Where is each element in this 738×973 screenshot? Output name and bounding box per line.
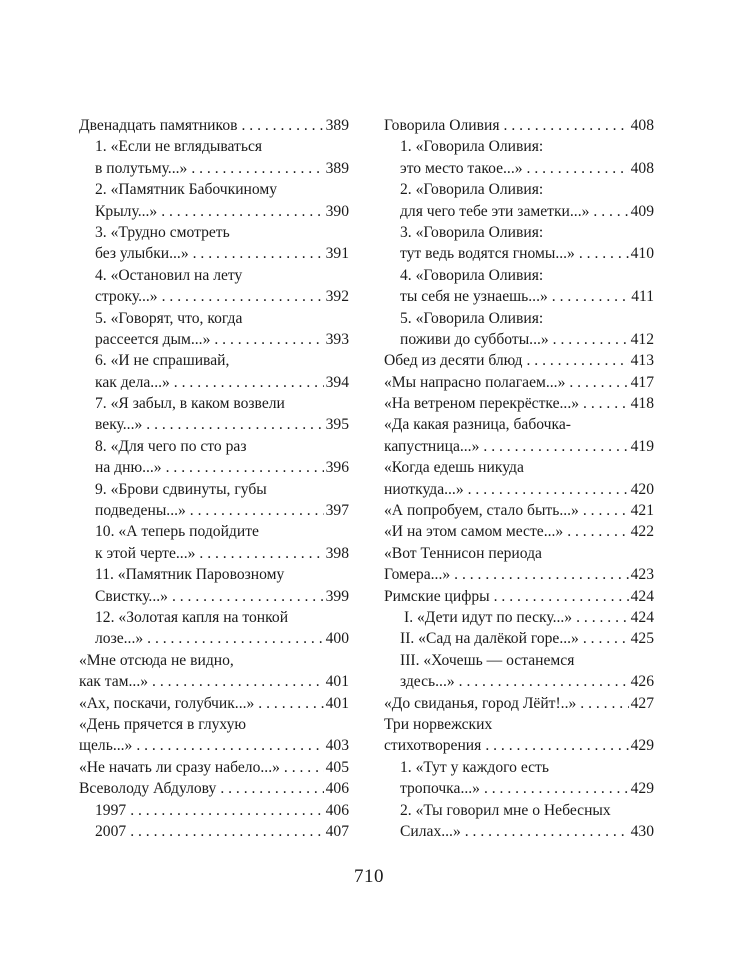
toc-entry-title: 3. «Говорила Оливия: xyxy=(400,223,544,241)
toc-entry-title: «До свиданья, город Лёйт!..» xyxy=(384,694,577,712)
toc-entry-page: 425 xyxy=(630,630,654,648)
toc-entry-title: рассеется дым...» xyxy=(95,330,211,348)
toc-entry xyxy=(384,201,654,222)
toc-column-left xyxy=(79,115,349,842)
toc-entry xyxy=(384,543,654,564)
toc-entry xyxy=(384,393,654,414)
toc-entry-title: на дню...» xyxy=(95,459,162,477)
toc-entry-title: без улыбки...» xyxy=(95,245,189,263)
toc-dot-leader xyxy=(483,436,628,457)
toc-entry xyxy=(79,607,349,628)
toc-entry-page: 408 xyxy=(630,159,654,177)
toc-entry-page: 430 xyxy=(630,822,654,840)
toc-entry xyxy=(384,329,654,350)
toc-entry-title: «День прячется в глухую xyxy=(79,715,247,733)
toc-entry-title: «Вот Теннисон периода xyxy=(384,544,542,562)
toc-entry-title: 8. «Для чего по сто раз xyxy=(95,437,247,455)
toc-dot-leader xyxy=(241,115,323,136)
toc-entry-title: Двенадцать памятников xyxy=(79,117,238,134)
toc-entry xyxy=(79,521,349,542)
toc-entry xyxy=(384,821,654,842)
toc-entry-page: 424 xyxy=(630,587,654,605)
toc-dot-leader xyxy=(583,393,629,414)
toc-entry-title: как там...» xyxy=(79,673,149,691)
toc-entry-title: 6. «И не спрашивай, xyxy=(95,352,230,370)
toc-dot-leader xyxy=(484,778,629,799)
toc-entry xyxy=(79,372,349,393)
toc-dot-leader xyxy=(130,800,323,821)
toc-entry-title: строку...» xyxy=(95,288,158,306)
toc-dot-leader xyxy=(553,329,629,350)
toc-entry-title: это место такое...» xyxy=(400,159,523,177)
toc-entry xyxy=(79,436,349,457)
toc-entry-page: 429 xyxy=(630,780,654,798)
toc-entry-page: 417 xyxy=(630,373,654,391)
toc-entry-page: 396 xyxy=(325,459,349,477)
toc-dot-leader xyxy=(199,543,323,564)
toc-entry-title: «Не начать ли сразу набело...» xyxy=(79,758,280,776)
toc-entry-title: поживи до субботы...» xyxy=(400,330,549,348)
toc-entry xyxy=(79,222,349,243)
toc-entry-title: 10. «А теперь подойдите xyxy=(95,523,259,541)
toc-dot-leader xyxy=(191,158,323,179)
toc-entry xyxy=(79,179,349,200)
toc-dot-leader xyxy=(576,607,629,628)
toc-entry xyxy=(384,521,654,542)
toc-entry-title: I. «Дети идут по песку...» xyxy=(404,608,573,626)
toc-entry-title: 4. «Говорила Оливия: xyxy=(400,266,544,284)
toc-dot-leader xyxy=(494,586,629,607)
toc-dot-leader xyxy=(583,628,629,649)
toc-dot-leader xyxy=(166,457,324,478)
toc-entry-page: 400 xyxy=(325,630,349,648)
toc-entry-page: 392 xyxy=(325,288,349,306)
toc-dot-leader xyxy=(136,735,323,756)
toc-entry-page: 406 xyxy=(325,801,349,819)
toc-dot-leader xyxy=(146,414,323,435)
toc-dot-leader xyxy=(454,564,628,585)
toc-entry-page: 393 xyxy=(325,330,349,348)
toc-entry xyxy=(384,286,654,307)
toc-entry xyxy=(79,457,349,478)
toc-entry xyxy=(384,179,654,200)
toc-entry xyxy=(384,500,654,521)
toc-entry xyxy=(79,329,349,350)
toc-entry xyxy=(384,243,654,264)
toc-entry-page: 420 xyxy=(630,480,654,498)
toc-dot-leader xyxy=(465,821,629,842)
toc-entry xyxy=(384,115,654,136)
toc-entry-page: 411 xyxy=(631,288,654,306)
toc-entry-page: 390 xyxy=(325,202,349,220)
toc-dot-leader xyxy=(527,158,629,179)
toc-entry-title: Гомера...» xyxy=(384,566,451,584)
toc-entry xyxy=(384,414,654,435)
toc-entry-title: ты себя не узнаешь...» xyxy=(400,288,548,306)
toc-entry xyxy=(79,393,349,414)
toc-entry-page: 399 xyxy=(325,587,349,605)
toc-dot-leader xyxy=(190,500,324,521)
toc-entry-title: 11. «Памятник Паровозному xyxy=(95,566,285,584)
toc-entry-page: 418 xyxy=(630,395,654,413)
toc-entry xyxy=(384,136,654,157)
toc-entry xyxy=(79,201,349,222)
toc-dot-leader xyxy=(504,115,629,136)
toc-entry-page: 401 xyxy=(325,694,349,712)
toc-entry-title: 1. «Говорила Оливия: xyxy=(400,138,544,156)
toc-dot-leader xyxy=(569,372,628,393)
toc-entry-title: 1. «Если не вглядываться xyxy=(95,138,263,156)
toc-entry-page: 423 xyxy=(630,566,654,584)
toc-entry-title: 2. «Памятник Бабочкиному xyxy=(95,181,278,199)
toc-entry xyxy=(384,372,654,393)
toc-entry-title: 2007 xyxy=(95,822,127,840)
toc-dot-leader xyxy=(147,628,323,649)
toc-entry xyxy=(384,778,654,799)
toc-entry xyxy=(384,564,654,585)
toc-entry xyxy=(79,136,349,157)
toc-entry-page: 419 xyxy=(630,437,654,455)
toc-entry-page: 408 xyxy=(630,117,654,134)
toc-column-right xyxy=(384,115,654,842)
toc-entry-title: 3. «Трудно смотреть xyxy=(95,223,230,241)
toc-entry-title: Крылу...» xyxy=(95,202,158,220)
toc-entry-title: ниоткуда...» xyxy=(384,480,464,498)
toc-entry xyxy=(384,479,654,500)
toc-entry xyxy=(79,735,349,756)
toc-entry xyxy=(384,457,654,478)
toc-entry-title: II. «Сад на далёкой горе...» xyxy=(400,630,579,648)
toc-entry xyxy=(79,628,349,649)
toc-entry-title: капустница...» xyxy=(384,437,480,455)
toc-entry-page: 429 xyxy=(630,737,654,755)
toc-entry xyxy=(79,243,349,264)
toc-dot-leader xyxy=(593,201,628,222)
toc-entry-title: как дела...» xyxy=(95,373,170,391)
toc-entry-title: «Когда едешь никуда xyxy=(384,459,524,477)
toc-entry xyxy=(384,757,654,778)
toc-entry-title: «Мне отсюда не видно, xyxy=(79,651,234,669)
toc-entry xyxy=(79,286,349,307)
toc-entry-title: 5. «Говорила Оливия: xyxy=(400,309,544,327)
toc-entry-title: III. «Хочешь — останемся xyxy=(400,651,575,669)
toc-dot-leader xyxy=(220,778,323,799)
toc-entry xyxy=(79,586,349,607)
toc-entry-title: Три норвежских xyxy=(384,715,493,733)
toc-entry-page: 409 xyxy=(630,202,654,220)
toc-entry-title: «А попробуем, стало быть...» xyxy=(384,502,579,520)
toc-entry xyxy=(79,800,349,821)
toc-entry-page: 410 xyxy=(630,245,654,263)
toc-entry xyxy=(79,308,349,329)
toc-entry-page: 422 xyxy=(630,523,654,541)
toc-entry-page: 395 xyxy=(325,416,349,434)
toc-dot-leader xyxy=(567,521,628,542)
toc-dot-leader xyxy=(579,243,629,264)
toc-dot-leader xyxy=(468,479,629,500)
toc-entry-title: 2. «Ты говорил мне о Небесных xyxy=(400,801,611,819)
toc-entry xyxy=(79,350,349,371)
toc-dot-leader xyxy=(193,243,324,264)
toc-entry xyxy=(384,735,654,756)
toc-dot-leader xyxy=(485,735,628,756)
toc-entry xyxy=(79,543,349,564)
toc-entry-title: 7. «Я забыл, в каком возвели xyxy=(95,395,285,413)
toc-entry xyxy=(79,757,349,778)
toc-entry-title: «Мы напрасно полагаем...» xyxy=(384,373,566,391)
toc-entry-title: в полутьму...» xyxy=(95,159,188,177)
toc-entry-page: 427 xyxy=(630,694,654,712)
toc-dot-leader xyxy=(526,350,628,371)
toc-entry-page: 407 xyxy=(325,822,349,840)
toc-entry xyxy=(79,414,349,435)
toc-entry xyxy=(384,650,654,671)
toc-entry-title: 1997 xyxy=(95,801,127,819)
toc-entry xyxy=(384,800,654,821)
toc-dot-leader xyxy=(162,286,324,307)
toc-entry xyxy=(384,628,654,649)
toc-entry-title: Римские цифры xyxy=(384,587,490,605)
toc-entry-page: 394 xyxy=(325,373,349,391)
toc-entry xyxy=(79,158,349,179)
toc-dot-leader xyxy=(172,586,324,607)
toc-entry-page: 403 xyxy=(325,737,349,755)
toc-entry xyxy=(79,821,349,842)
toc-entry xyxy=(384,586,654,607)
toc-entry-title: Всеволоду Абдулову xyxy=(79,780,217,798)
page-number: 710 xyxy=(354,866,384,887)
toc-entry-page: 398 xyxy=(325,544,349,562)
toc-entry-page: 406 xyxy=(325,780,349,798)
toc-entry-title: здесь...» xyxy=(400,673,455,691)
toc-entry xyxy=(384,222,654,243)
toc-entry-title: 1. «Тут у каждого есть xyxy=(400,758,549,776)
toc-entry-page: 391 xyxy=(325,245,349,263)
toc-entry xyxy=(79,265,349,286)
toc-entry-title: «Да какая разница, бабочка- xyxy=(384,416,571,434)
toc-entry xyxy=(79,479,349,500)
toc-entry xyxy=(384,693,654,714)
toc-entry xyxy=(384,671,654,692)
toc-dot-leader xyxy=(284,757,324,778)
toc-entry-title: для чего тебе эти заметки...» xyxy=(400,202,590,220)
toc-entry xyxy=(384,265,654,286)
toc-entry xyxy=(384,350,654,371)
toc-entry-page: 389 xyxy=(325,159,349,177)
toc-entry-page: 389 xyxy=(325,117,349,134)
toc-entry xyxy=(384,436,654,457)
toc-entry xyxy=(79,650,349,671)
toc-entry-title: «Ах, поскачи, голубчик...» xyxy=(79,694,255,712)
toc-entry-title: стихотворения xyxy=(384,737,482,755)
toc-entry-title: щель...» xyxy=(79,737,133,755)
toc-entry-title: веку...» xyxy=(95,416,143,434)
toc-dot-leader xyxy=(174,372,324,393)
toc-entry-title: Обед из десяти блюд xyxy=(384,352,523,370)
toc-entry-title: Силах...» xyxy=(400,822,461,840)
toc-entry-title: 9. «Брови сдвинуты, губы xyxy=(95,480,267,498)
toc-dot-leader xyxy=(583,500,629,521)
toc-entry-title: 12. «Золотая капля на тонкой xyxy=(95,608,289,626)
toc-entry xyxy=(79,778,349,799)
toc-entry-page: 421 xyxy=(630,502,654,520)
toc-entry-title: 5. «Говорят, что, когда xyxy=(95,309,243,327)
toc-entry xyxy=(79,115,349,136)
toc-entry-page: 413 xyxy=(630,352,654,370)
toc-entry xyxy=(79,714,349,735)
toc-entry-title: «На ветреном перекрёстке...» xyxy=(384,395,580,413)
toc-entry xyxy=(384,158,654,179)
toc-entry-title: тропочка...» xyxy=(400,780,480,798)
toc-entry-page: 426 xyxy=(630,673,654,691)
toc-entry xyxy=(384,308,654,329)
toc-entry-title: 4. «Остановил на лету xyxy=(95,266,243,284)
toc-entry xyxy=(79,564,349,585)
toc-entry xyxy=(384,714,654,735)
toc-entry-title: Говорила Оливия xyxy=(384,117,500,134)
toc-entry-page: 401 xyxy=(325,673,349,691)
toc-entry-page: 424 xyxy=(630,608,654,626)
toc-entry-page: 412 xyxy=(630,330,654,348)
toc-entry-title: «И на этом самом месте...» xyxy=(384,523,564,541)
toc-dot-leader xyxy=(152,671,324,692)
toc-entry-title: Свистку...» xyxy=(95,587,168,605)
toc-dot-leader xyxy=(130,821,323,842)
toc-entry xyxy=(79,671,349,692)
toc-entry-page: 397 xyxy=(325,502,349,520)
toc-dot-leader xyxy=(580,693,628,714)
toc-dot-leader xyxy=(214,329,323,350)
toc-entry xyxy=(384,607,654,628)
toc-dot-leader xyxy=(459,671,629,692)
toc-entry-page: 405 xyxy=(325,758,349,776)
toc-dot-leader xyxy=(161,201,323,222)
toc-entry-title: подведены...» xyxy=(95,502,186,520)
toc-entry-title: тут ведь водятся гномы...» xyxy=(400,245,575,263)
toc-dot-leader xyxy=(552,286,629,307)
toc-entry xyxy=(79,500,349,521)
toc-dot-leader xyxy=(258,693,323,714)
toc-entry-title: 2. «Говорила Оливия: xyxy=(400,181,544,199)
toc-entry-title: лозе...» xyxy=(95,630,144,648)
toc-entry xyxy=(79,693,349,714)
toc-entry-title: к этой черте...» xyxy=(95,544,196,562)
